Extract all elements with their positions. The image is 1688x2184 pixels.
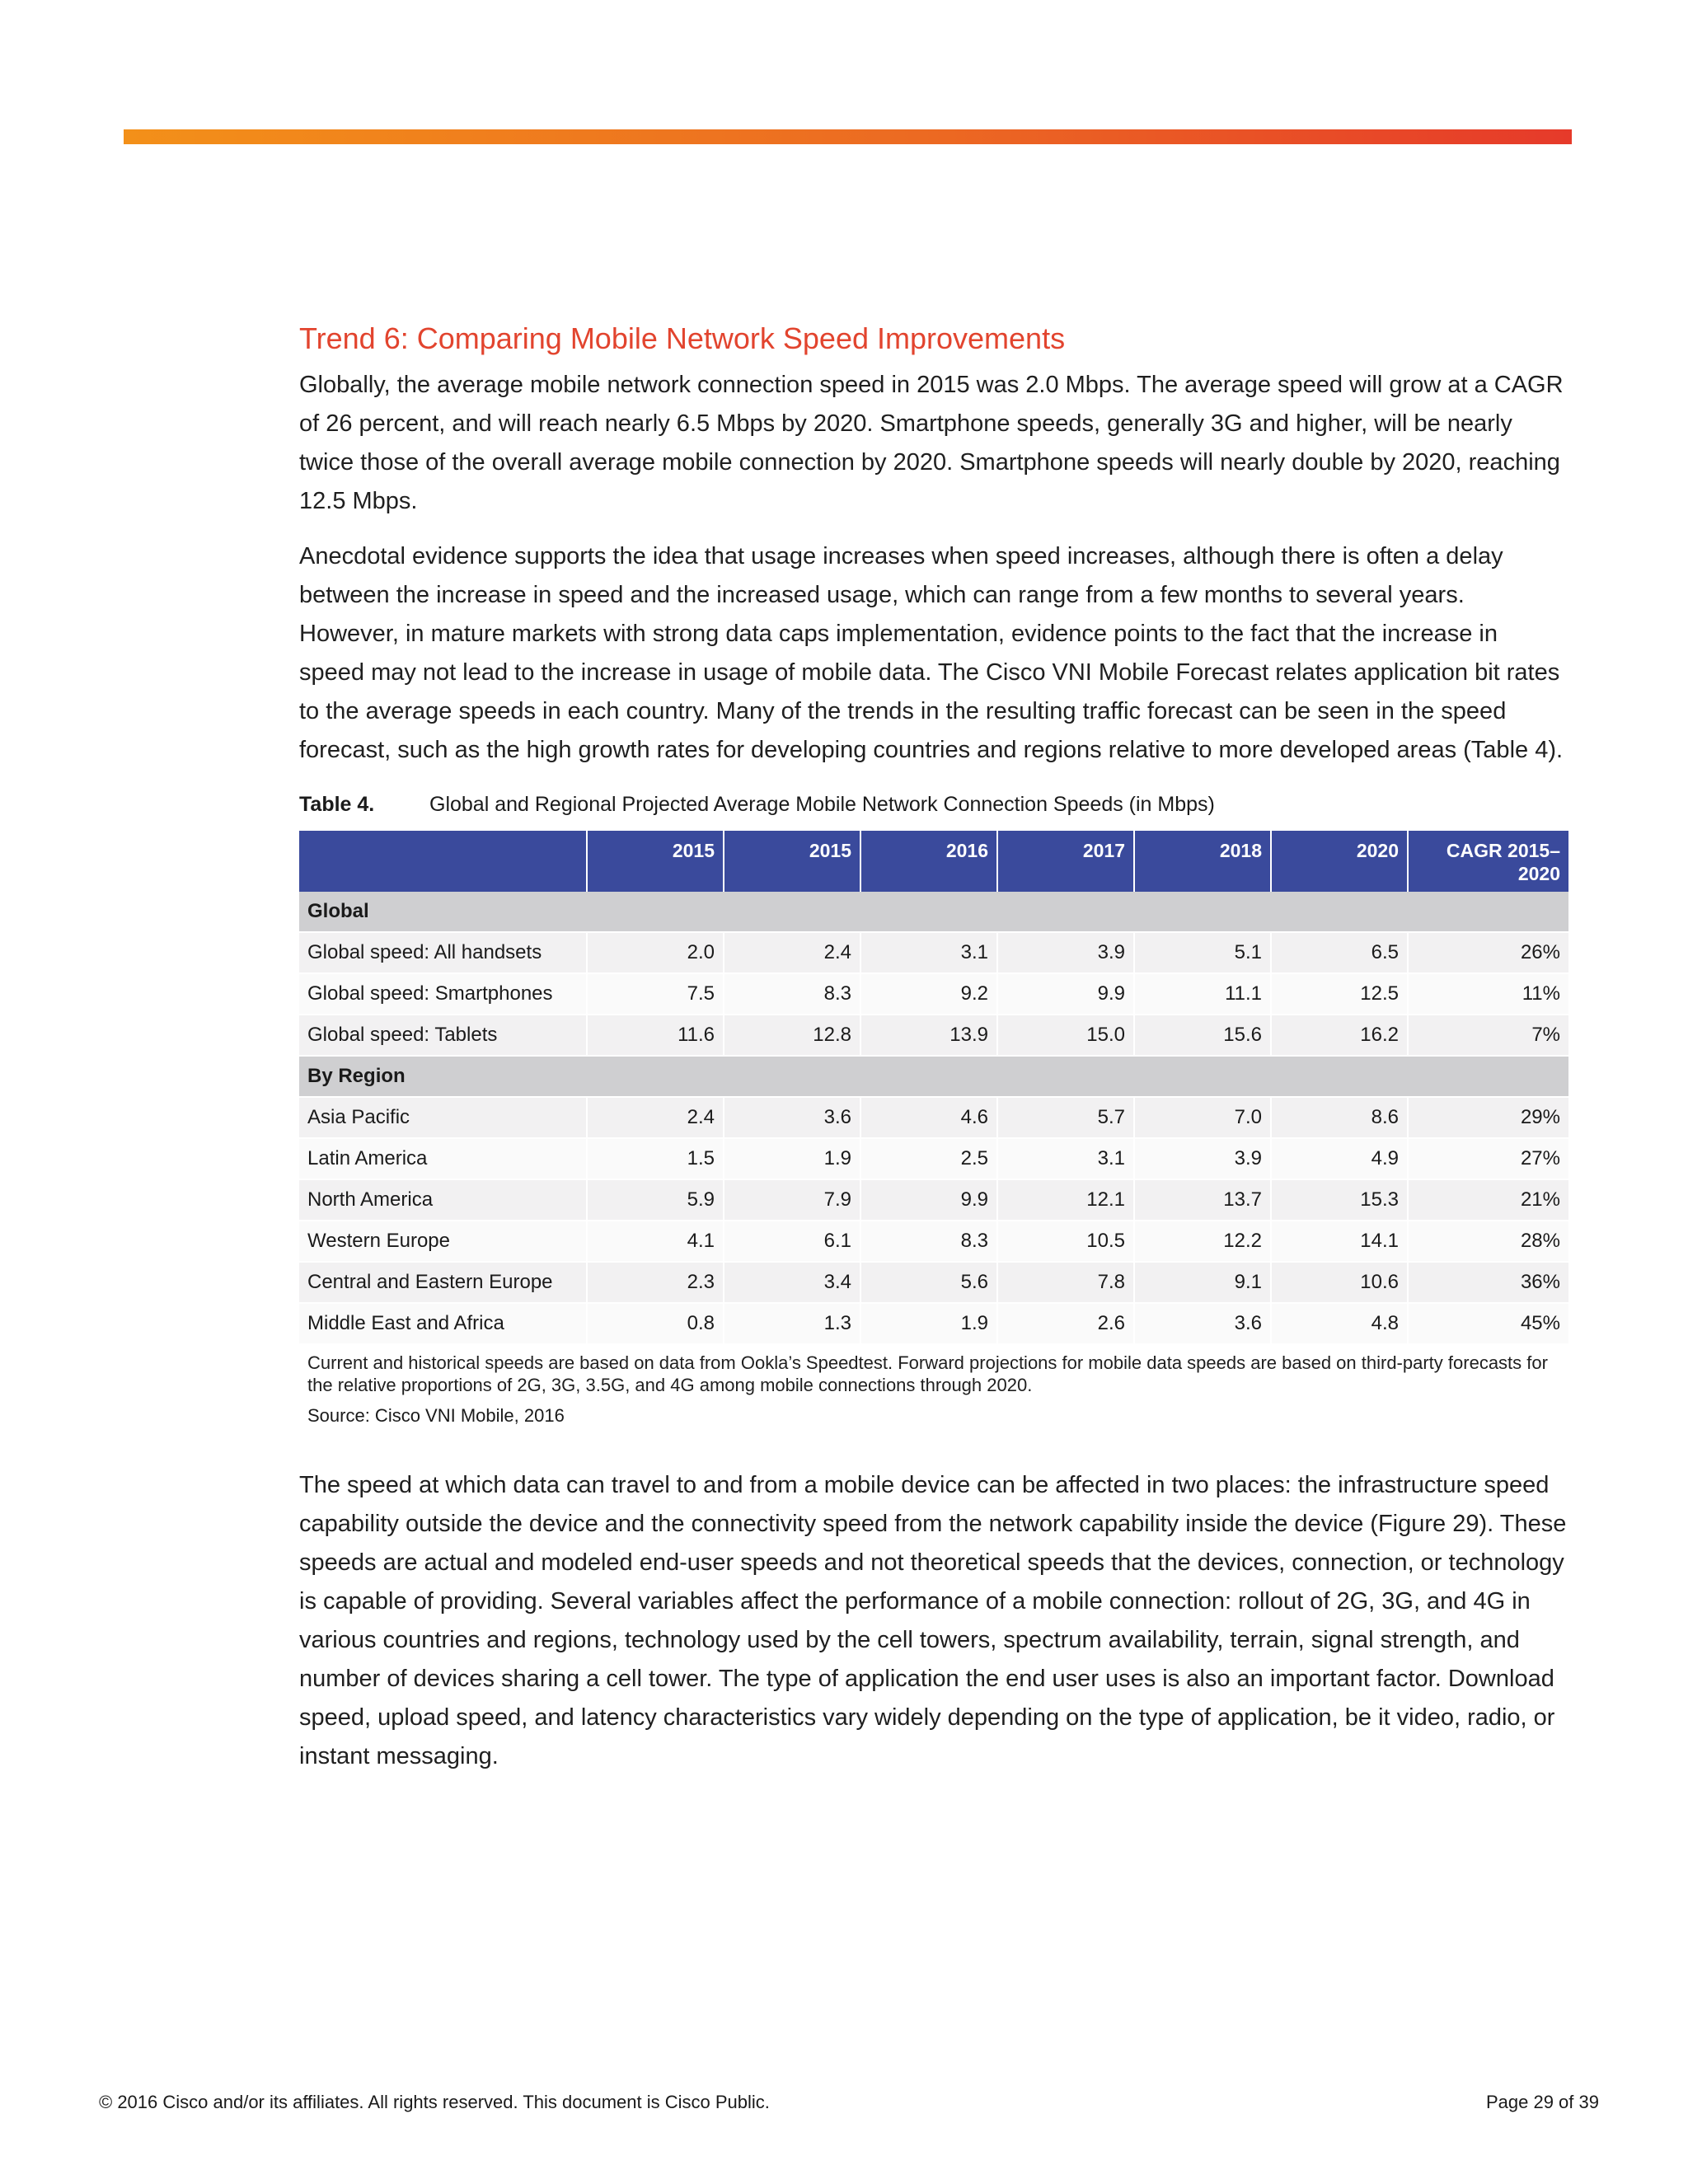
table-cell: 15.3 — [1271, 1179, 1408, 1221]
table-cell: 13.9 — [860, 1015, 997, 1056]
header-2015b: 2015 — [724, 831, 860, 892]
table-cell: 2.4 — [724, 932, 860, 973]
row-label: Global speed: All handsets — [299, 932, 587, 973]
table-cell: 26% — [1408, 932, 1568, 973]
table-body — [299, 892, 1568, 1344]
section-label: Global — [299, 892, 1568, 932]
header-2016: 2016 — [860, 831, 997, 892]
table-row — [299, 932, 1568, 973]
row-label: Latin America — [299, 1138, 587, 1179]
table-cell: 11.1 — [1134, 973, 1271, 1015]
table-cell: 16.2 — [1271, 1015, 1408, 1056]
table-cell: 45% — [1408, 1303, 1568, 1344]
table-cell: 3.9 — [997, 932, 1134, 973]
table-cell: 29% — [1408, 1097, 1568, 1138]
table-cell: 10.5 — [997, 1221, 1134, 1262]
table-cell: 3.6 — [1134, 1303, 1271, 1344]
table-cell: 5.7 — [997, 1097, 1134, 1138]
table-cell: 7% — [1408, 1015, 1568, 1056]
section-label: By Region — [299, 1056, 1568, 1097]
table-cell: 9.9 — [860, 1179, 997, 1221]
table-cell: 2.4 — [587, 1097, 724, 1138]
header-cagr: CAGR 2015–2020 — [1408, 831, 1568, 892]
table-cell: 7.8 — [997, 1262, 1134, 1303]
table-notes: Current and historical speeds are based on data from Ookla’s Speedtest. Forward projections for mobile data speeds are based on third-party forecasts for the relative proportions of 2G, 3G, 3.5G, and 4G among mobile connections through 2020. — [307, 1352, 1548, 1395]
table-cell: 4.1 — [587, 1221, 724, 1262]
table-header-row — [299, 831, 1568, 892]
speed-table — [299, 831, 1568, 1345]
header-2020: 2020 — [1271, 831, 1408, 892]
table-cell: 7.5 — [587, 973, 724, 1015]
table-cell: 14.1 — [1271, 1221, 1408, 1262]
table-cell: 1.9 — [724, 1138, 860, 1179]
table-cell: 6.5 — [1271, 932, 1408, 973]
row-label: Western Europe — [299, 1221, 587, 1262]
row-label: Global speed: Tablets — [299, 1015, 587, 1056]
table-row — [299, 1303, 1568, 1344]
table-cell: 11% — [1408, 973, 1568, 1015]
table-cell: 12.2 — [1134, 1221, 1271, 1262]
table-cell: 15.6 — [1134, 1015, 1271, 1056]
header-2018: 2018 — [1134, 831, 1271, 892]
table-cell: 7.0 — [1134, 1097, 1271, 1138]
table-row — [299, 1097, 1568, 1138]
table-cell: 0.8 — [587, 1303, 724, 1344]
table-cell: 5.1 — [1134, 932, 1271, 973]
row-label: Asia Pacific — [299, 1097, 587, 1138]
table-cell: 11.6 — [587, 1015, 724, 1056]
table-cell: 12.1 — [997, 1179, 1134, 1221]
table-cell: 8.3 — [724, 973, 860, 1015]
table-cell: 13.7 — [1134, 1179, 1271, 1221]
table-row — [299, 1221, 1568, 1262]
table-source: Source: Cisco VNI Mobile, 2016 — [307, 1405, 565, 1426]
row-label: Middle East and Africa — [299, 1303, 587, 1344]
header-label — [299, 831, 587, 892]
header-2017: 2017 — [997, 831, 1134, 892]
header-2015a: 2015 — [587, 831, 724, 892]
table-section-row — [299, 1056, 1568, 1097]
table-cell: 3.4 — [724, 1262, 860, 1303]
table-cell: 9.2 — [860, 973, 997, 1015]
table-cell: 9.1 — [1134, 1262, 1271, 1303]
table-cell: 4.9 — [1271, 1138, 1408, 1179]
table-cell: 21% — [1408, 1179, 1568, 1221]
table-cell: 2.6 — [997, 1303, 1134, 1344]
table-cell: 3.1 — [860, 932, 997, 973]
table-row — [299, 1138, 1568, 1179]
table-cell: 8.6 — [1271, 1097, 1408, 1138]
table-cell: 1.9 — [860, 1303, 997, 1344]
table-row — [299, 1262, 1568, 1303]
table-cell: 1.3 — [724, 1303, 860, 1344]
table-cell: 12.8 — [724, 1015, 860, 1056]
table-caption-number: Table 4. — [299, 793, 375, 816]
table-cell: 9.9 — [997, 973, 1134, 1015]
table-caption-text: Global and Regional Projected Average Mobile Network Connection Speeds (in Mbps) — [429, 793, 1215, 816]
table-row — [299, 973, 1568, 1015]
table-row — [299, 1015, 1568, 1056]
row-label: North America — [299, 1179, 587, 1221]
table-cell: 3.6 — [724, 1097, 860, 1138]
page-content — [299, 321, 1568, 1776]
table-cell: 8.3 — [860, 1221, 997, 1262]
table-cell: 2.5 — [860, 1138, 997, 1179]
table-row — [299, 1179, 1568, 1221]
row-label: Global speed: Smartphones — [299, 973, 587, 1015]
table-cell: 4.8 — [1271, 1303, 1408, 1344]
top-accent-bar — [124, 129, 1572, 144]
table-cell: 1.5 — [587, 1138, 724, 1179]
footer-page-number: Page 29 of 39 — [1485, 2092, 1599, 2112]
table-section-row — [299, 892, 1568, 932]
trend-title: Trend 6: Comparing Mobile Network Speed Improvements — [299, 321, 1066, 355]
table-cell: 7.9 — [724, 1179, 860, 1221]
table-cell: 2.0 — [587, 932, 724, 973]
table-cell: 15.0 — [997, 1015, 1134, 1056]
table-cell: 12.5 — [1271, 973, 1408, 1015]
table-cell: 10.6 — [1271, 1262, 1408, 1303]
table-cell: 6.1 — [724, 1221, 860, 1262]
table-cell: 36% — [1408, 1262, 1568, 1303]
table-cell: 4.6 — [860, 1097, 997, 1138]
closing-paragraph: The speed at which data can travel to and from a mobile device can be affected in two places: the infrastructure speed capability outside the device and the connectivity speed from the network capability inside the device (Figure 29). These speeds are actual and modeled end-user speeds and not theoretical speeds that the devices, connection, or technology is capable of providing. Several variables affect the performance of a mobile connection: rollout of 2G, 3G, and 4G in various countries and regions, technology used by the cell towers, spectrum availability, terrain, signal strength, and number of devices sharing a cell tower. The type of application the end user uses is also an important factor. Download speed, upload speed, and latency characteristics vary widely depending on the type of application, be it video, radio, or instant messaging. — [299, 1472, 1567, 1769]
table-caption — [299, 791, 1568, 818]
footer-copyright: © 2016 Cisco and/or its affiliates. All rights reserved. This document is Cisco Public. — [99, 2092, 770, 2112]
table-cell: 3.9 — [1134, 1138, 1271, 1179]
table-cell: 2.3 — [587, 1262, 724, 1303]
intro-paragraph-2: Anecdotal evidence supports the idea that usage increases when speed increases, although there is often a delay between the increase in speed and the increased usage, which can range from a few months to several years. However, in mature markets with strong data caps implementation, evidence points to the fact that the increase in speed may not lead to the increase in usage of mobile data. The Cisco VNI Mobile Forecast relates application bit rates to the average speeds in each country. Many of the trends in the resulting traffic forecast can be seen in the speed forecast, such as the high growth rates for developing countries and regions relative to more developed areas (Table 4). — [299, 543, 1564, 763]
table-cell: 28% — [1408, 1221, 1568, 1262]
row-label: Central and Eastern Europe — [299, 1262, 587, 1303]
table-cell: 3.1 — [997, 1138, 1134, 1179]
table-cell: 5.6 — [860, 1262, 997, 1303]
intro-paragraph-1: Globally, the average mobile network connection speed in 2015 was 2.0 Mbps. The average speed will grow at a CAGR of 26 percent, and will reach nearly 6.5 Mbps by 2020. Smartphone speeds, generally 3G and higher, will be nearly twice those of the overall average mobile connection by 2020. Smartphone speeds will nearly double by 2020, reaching 12.5 Mbps. — [299, 372, 1564, 514]
table-cell: 5.9 — [587, 1179, 724, 1221]
table-cell: 27% — [1408, 1138, 1568, 1179]
